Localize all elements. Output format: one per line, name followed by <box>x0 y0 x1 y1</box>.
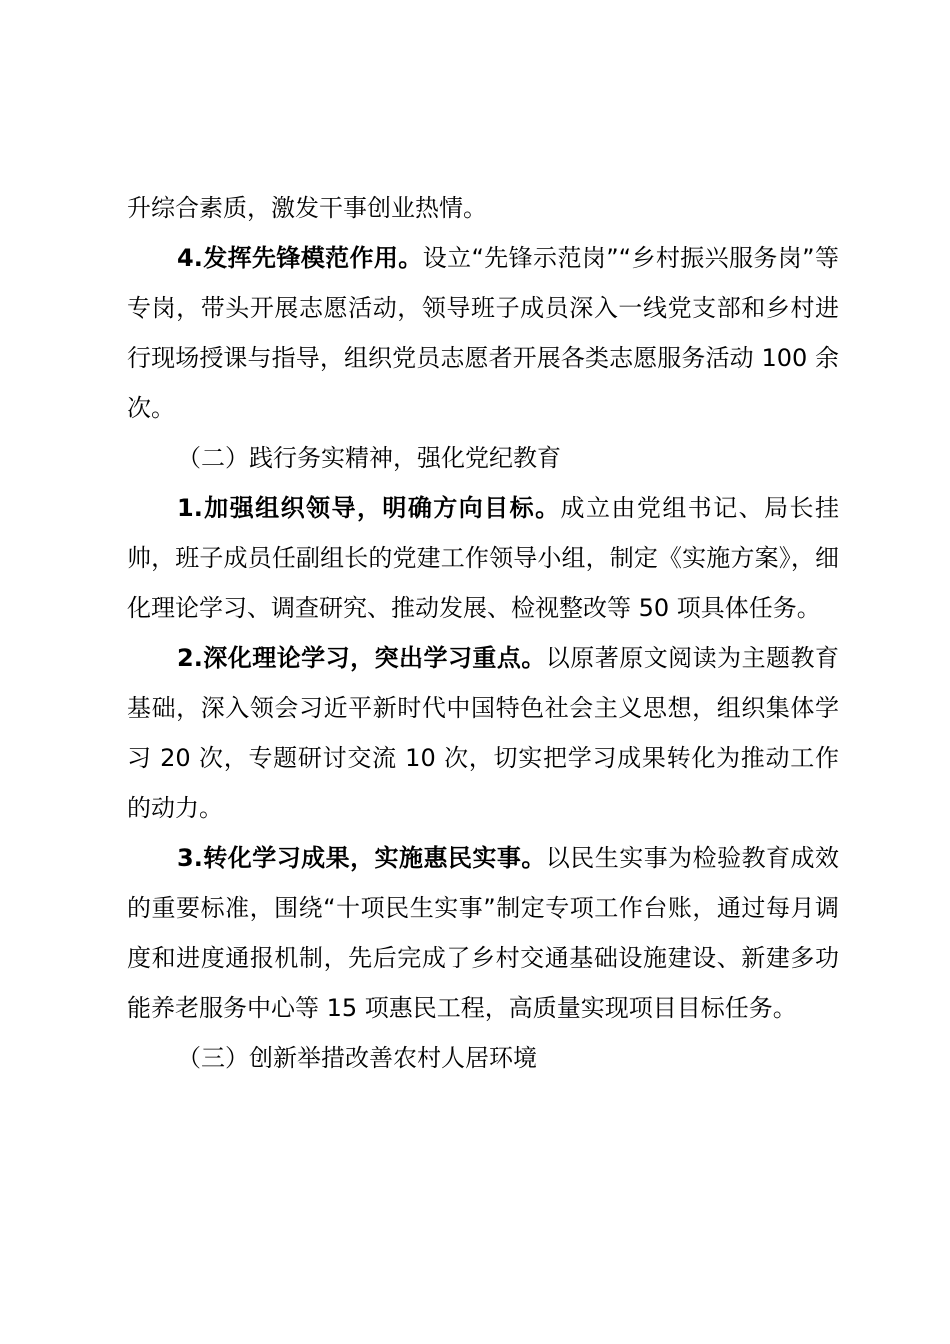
paragraph-continuation <box>127 183 839 233</box>
paragraph-heading: 2.深化理论学习，突出学习重点。 <box>177 644 546 672</box>
paragraph-theory-study <box>127 633 839 833</box>
paragraph-text: 以民生实事为检验教育成效的重要标准，围绕“十项民生实事”制定专项工作台账，通过每月调度和进度通报机制，先后完成了乡村交通基础设施建设、新建多功能养老服务中心等 15 项惠民工程，高质量实现项目目标任务。 <box>127 844 839 1022</box>
paragraph-text: 设立“先锋示范岗”“乡村振兴服务岗”等专岗，带头开展志愿活动，领导班子成员深入一线党支部和乡村进行现场授课与指导，组织党员志愿者开展各类志愿服务活动 100 余次。 <box>127 244 839 422</box>
paragraph-vanguard-role <box>127 233 839 433</box>
paragraph-text: 以原著原文阅读为主题教育基础，深入领会习近平新时代中国特色社会主义思想，组织集体学习 20 次，专题研讨交流 10 次，切实把学习成果转化为推动工作的动力。 <box>127 644 839 822</box>
paragraph-public-projects <box>127 833 839 1033</box>
section-heading-text: （三）创新举措改善农村人居环境 <box>177 1044 537 1072</box>
section-heading-3 <box>127 1033 839 1083</box>
paragraph-heading: 1.加强组织领导，明确方向目标。 <box>177 494 561 522</box>
section-heading-2 <box>127 433 839 483</box>
paragraph-organization-leadership <box>127 483 839 633</box>
paragraph-text: 升综合素质，激发干事创业热情。 <box>127 194 487 222</box>
body-text <box>127 183 839 1083</box>
paragraph-text: 成立由党组书记、局长挂帅，班子成员任副组长的党建工作领导小组，制定《实施方案》，细化理论学习、调查研究、推动发展、检视整改等 50 项具体任务。 <box>127 494 839 622</box>
paragraph-heading: 3.转化学习成果，实施惠民实事。 <box>177 844 546 872</box>
section-heading-text: （二）践行务实精神，强化党纪教育 <box>177 444 561 472</box>
paragraph-heading: 4.发挥先锋模范作用。 <box>177 244 423 272</box>
